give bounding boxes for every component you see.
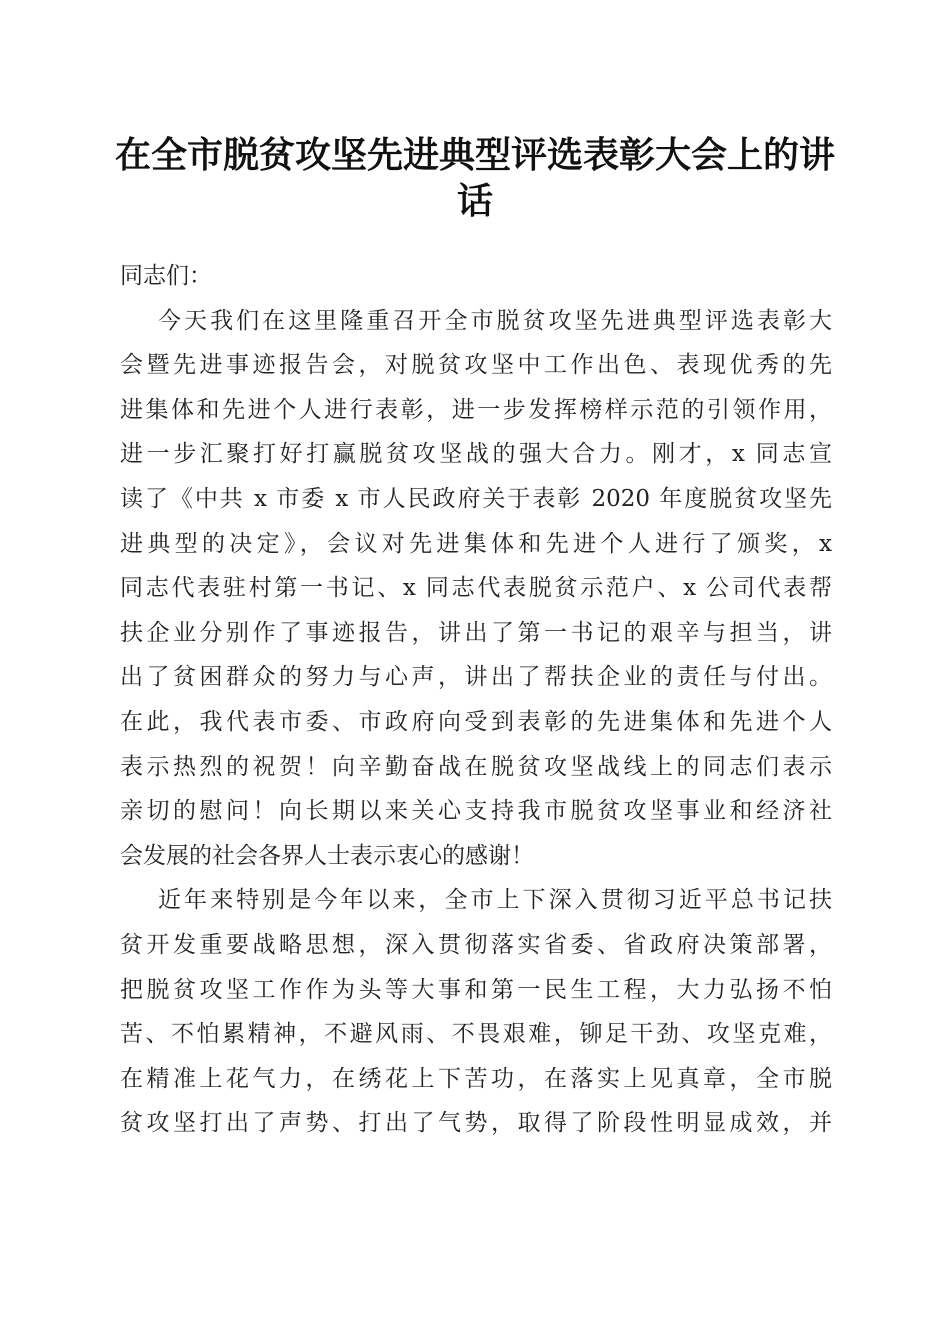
title-line: 在全市脱贫攻坚先进典型评选表彰大会上的讲 — [114, 134, 835, 176]
paragraph-line: 在此，我代表市委、市政府向受到表彰的先进集体和先进个人 — [120, 708, 832, 735]
paragraph-line: 同志代表驻村第一书记、x 同志代表脱贫示范户、x 公司代表帮 — [120, 575, 832, 602]
paragraph-line: 出了贫困群众的努力与心声，讲出了帮扶企业的责任与付出。 — [120, 664, 832, 691]
title-line: 话 — [456, 180, 493, 222]
paragraph-line: 进一步汇聚打好打赢脱贫攻坚战的强大合力。刚才，x 同志宣 — [120, 441, 832, 468]
paragraph-line: 进典型的决定》，会议对先进集体和先进个人进行了颁奖，x — [120, 530, 832, 557]
document-title — [100, 132, 850, 224]
paragraph-line: 在精准上花气力，在绣花上下苦功，在落实上见真章，全市脱 — [120, 1065, 832, 1092]
paragraph-line: 会发展的社会各界人士表示衷心的感谢！ — [120, 842, 534, 869]
paragraph-1 — [120, 299, 832, 879]
paragraph-line: 苦、不怕累精神，不避风雨、不畏艰难，铆足干劲、攻坚克难， — [120, 1021, 832, 1048]
paragraph-line: 亲切的慰问！向长期以来关心支持我市脱贫攻坚事业和经济社 — [120, 798, 832, 825]
paragraph-line: 贫开发重要战略思想，深入贯彻落实省委、省政府决策部署， — [120, 931, 832, 958]
paragraph-line: 表示热烈的祝贺！向辛勤奋战在脱贫攻坚战线上的同志们表示 — [120, 753, 832, 780]
paragraph-line: 扶企业分别作了事迹报告，讲出了第一书记的艰辛与担当，讲 — [120, 619, 832, 646]
paragraph-2 — [120, 878, 832, 1146]
paragraph-line: 近年来特别是今年以来，全市上下深入贯彻习近平总书记扶 — [158, 887, 832, 914]
paragraph-line: 读了《中共 x 市委 x 市人民政府关于表彰 2020 年度脱贫攻坚先 — [120, 485, 832, 512]
document-body — [120, 254, 832, 1146]
paragraph-line: 贫攻坚打出了声势、打出了气势，取得了阶段性明显成效，并 — [120, 1110, 832, 1137]
paragraph-line: 今天我们在这里隆重召开全市脱贫攻坚先进典型评选表彰大 — [158, 307, 832, 334]
salutation: 同志们： — [120, 263, 212, 289]
paragraph-line: 会暨先进事迹报告会，对脱贫攻坚中工作出色、表现优秀的先 — [120, 352, 832, 379]
paragraph-line: 进集体和先进个人进行表彰，进一步发挥榜样示范的引领作用， — [120, 396, 832, 423]
paragraph-line: 把脱贫攻坚工作作为头等大事和第一民生工程，大力弘扬不怕 — [120, 976, 832, 1003]
